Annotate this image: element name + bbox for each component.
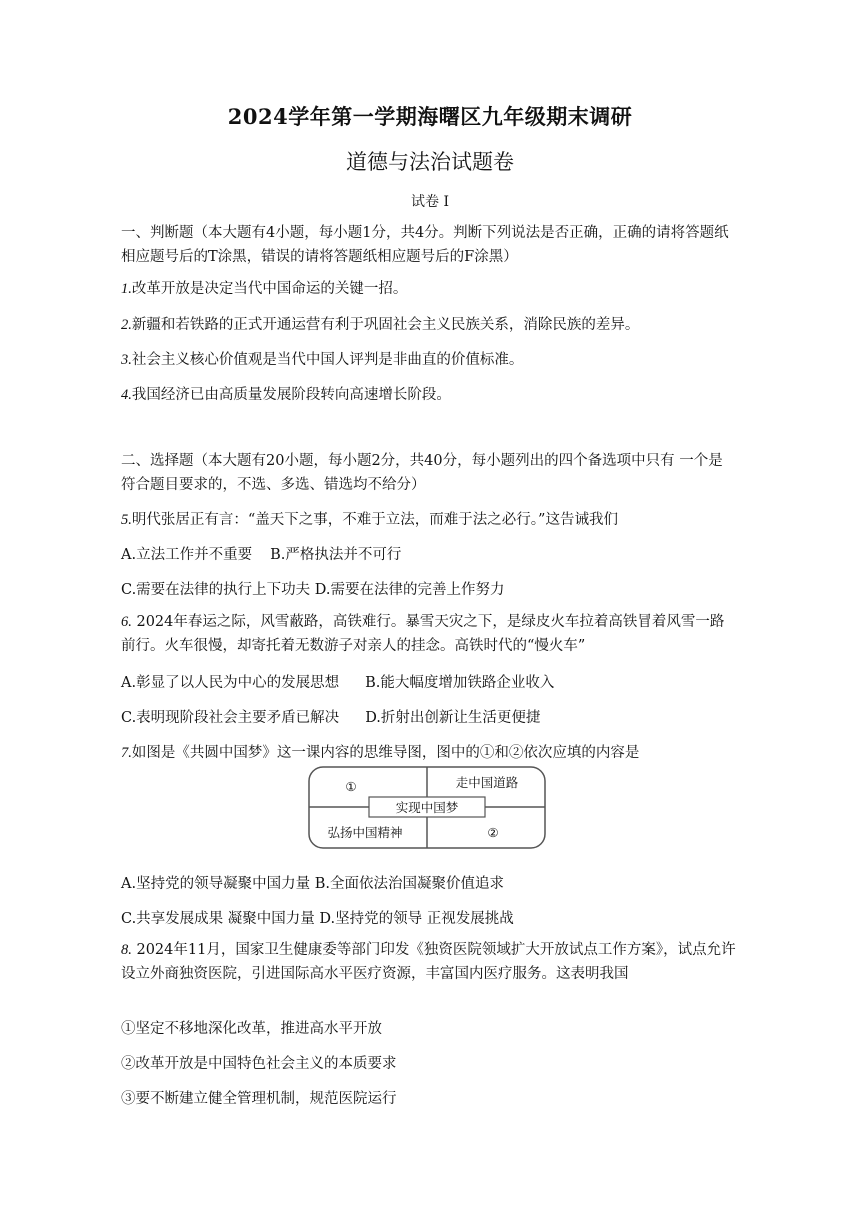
- diagram-top-right-label: 走中国道路: [455, 775, 519, 790]
- question-7: [121, 741, 639, 762]
- option-b: B.能大幅度增加铁路企业收入: [365, 675, 555, 691]
- question-text: 新疆和若铁路的正式开通运营有利于巩固社会主义民族关系，消除民族的差异。: [131, 317, 640, 333]
- exam-title: 2024学年第一学期海曙区九年级期末调研: [227, 104, 633, 129]
- question-stem: 明代张居正有言：“盖天下之事，不难于立法，而难于法之必行。”这告诫我们: [131, 512, 618, 528]
- option-d: D.需要在法律的完善上作努力: [314, 582, 505, 598]
- option-c: C.表明现阶段社会主要矛盾已解决: [121, 710, 340, 726]
- question-6: [121, 610, 736, 658]
- option-d: D.折射出创新让生活更便捷: [365, 710, 541, 726]
- question-2: [121, 313, 639, 334]
- diagram-bottom-right-label: ②: [487, 825, 499, 840]
- q8-item-3: ③要不断建立健全管理机制，规范医院运行: [121, 1091, 397, 1107]
- diagram-top-left-label: ①: [345, 779, 357, 794]
- question-number: 6.: [121, 614, 132, 630]
- q5-options-ab: [121, 543, 401, 564]
- question-number: 3.: [121, 352, 132, 368]
- q8-item-1: ①坚定不移地深化改革，推进高水平开放: [121, 1021, 382, 1037]
- option-a: A.彰显了以人民为中心的发展思想: [121, 675, 340, 691]
- question-text: 我国经济已由高质量发展阶段转向高速增长阶段。: [131, 387, 451, 403]
- diagram-bottom-left-label: 弘扬中国精神: [327, 825, 403, 840]
- mind-map-diagram: [307, 765, 547, 850]
- section-label: 试卷 I: [411, 194, 449, 210]
- question-8: [121, 938, 736, 986]
- question-1: [121, 277, 407, 298]
- q7-options-ab: A.坚持党的领导凝聚中国力量 B.全面依法治国凝聚价值追求: [121, 876, 504, 892]
- q5-options-cd: [121, 578, 505, 599]
- q7-options-cd: C.共享发展成果 凝聚中国力量 D.坚持党的领导 正视发展挑战: [121, 911, 514, 927]
- q8-item-2: ②改革开放是中国特色社会主义的本质要求: [121, 1056, 397, 1072]
- part1-instructions: 一、判断题（本大题有4小题，每小题1分，共4分。判断下列说法是否正确，正确的请将答题纸相应题号后的T涂黑，错误的请将答题纸相应题号后的F涂黑）: [121, 225, 729, 265]
- question-number: 8.: [121, 942, 132, 958]
- question-stem: 2024年11月，国家卫生健康委等部门印发《独资医院领域扩大开放试点工作方案》，试点允许设立外商独资医院，引进国际高水平医疗资源，丰富国内医疗服务。这表明我国: [121, 942, 736, 982]
- question-text: 改革开放是决定当代中国命运的关键一招。: [131, 281, 408, 297]
- question-stem: 如图是《共圆中国梦》这一课内容的思维导图，图中的①和②依次应填的内容是: [131, 745, 640, 761]
- question-3: [121, 348, 523, 369]
- question-number: 5.: [121, 512, 132, 528]
- question-number: 7.: [121, 745, 132, 761]
- q6-options-ab: [121, 671, 554, 692]
- q6-options-cd: [121, 706, 540, 727]
- question-5: [121, 508, 618, 529]
- question-text: 社会主义核心价值观是当代中国人评判是非曲直的价值标准。: [131, 352, 524, 368]
- question-number: 2.: [121, 317, 132, 333]
- option-a: A.立法工作并不重要: [121, 547, 253, 563]
- option-b: B.严格执法并不可行: [270, 547, 402, 563]
- option-c: C.需要在法律的执行上下功夫: [121, 582, 311, 598]
- question-stem: 2024年春运之际，风雪蔽路，高铁难行。暴雪天灾之下，是绿皮火车拉着高铁冒着风雪一路前行。火车很慢，却寄托着无数游子对亲人的挂念。高铁时代的“慢火车”: [121, 614, 725, 654]
- part2-instructions: 二、选择题（本大题有20小题，每小题2分，共40分，每小题列出的四个备选项中只有 一个是符合题目要求的，不选、多选、错选均不给分）: [121, 453, 723, 493]
- question-number: 4.: [121, 387, 132, 403]
- exam-subject-title: 道德与法治试题卷: [346, 150, 514, 174]
- diagram-center-label: 实现中国梦: [395, 800, 459, 815]
- question-number: 1.: [121, 281, 132, 297]
- question-4: [121, 383, 451, 404]
